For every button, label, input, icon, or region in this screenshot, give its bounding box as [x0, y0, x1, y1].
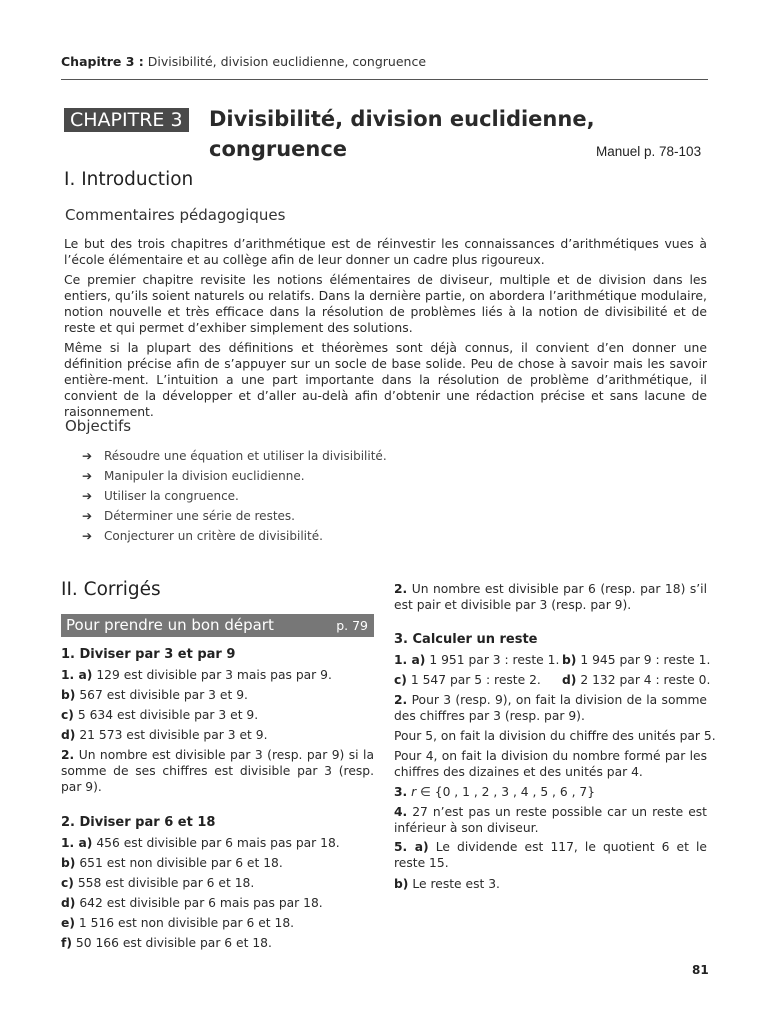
answer-label: c) [61, 708, 74, 722]
answer-line [61, 935, 272, 951]
answer-line [61, 835, 340, 851]
answer-paragraph [61, 747, 374, 795]
exercise-1-title: 1. Diviser par 3 et par 9 [61, 647, 236, 662]
answer-text: ∈ {0 , 1 , 2 , 3 , 4 , 5 , 6 , 7} [416, 785, 596, 799]
answer-text: 21 573 est divisible par 3 et 9. [79, 728, 268, 742]
answer-text: 1 945 par 9 : reste 1. [580, 653, 711, 667]
answer-text: 1 516 est non divisible par 6 et 18. [78, 916, 295, 930]
objective-item [82, 466, 387, 486]
answer-label: 1. a) [61, 668, 93, 682]
arrow-right-icon: ➔ [82, 529, 93, 543]
section-bar-page: p. 79 [336, 618, 368, 633]
answer-text: 129 est divisible par 3 mais pas par 9. [96, 668, 332, 682]
answer-label: b) [394, 877, 409, 891]
chapter-title [209, 104, 595, 164]
answer-label: f) [61, 936, 72, 950]
answer-label: c) [61, 876, 74, 890]
comments-heading: Commentaires pédagogiques [65, 206, 286, 224]
running-header [61, 54, 426, 69]
answer-line [61, 915, 294, 931]
answer-text: 1 547 par 5 : reste 2. [410, 673, 541, 687]
answer-paragraph [394, 581, 707, 613]
page-number: 81 [692, 963, 709, 977]
answer-text: 558 est divisible par 6 et 18. [77, 876, 255, 890]
answer-label: 1. a) [394, 653, 426, 667]
answer-text: 567 est divisible par 3 et 9. [79, 688, 248, 702]
answer-text: Un nombre est divisible par 3 (resp. par 9) si la somme de ses chiffres est divisible par 3 (resp. par 9). [61, 748, 374, 794]
answer-label: c) [394, 673, 407, 687]
answer-text: 27 n’est pas un reste possible car un reste est inférieur à son diviseur. [394, 805, 707, 835]
answer-text: 651 est non divisible par 6 et 18. [79, 856, 283, 870]
objective-text: Manipuler la division euclidienne. [104, 469, 305, 483]
answer-line [61, 687, 248, 703]
arrow-right-icon: ➔ [82, 489, 93, 503]
arrow-right-icon: ➔ [82, 469, 93, 483]
answer-text: 1 951 par 3 : reste 1. [429, 653, 560, 667]
objective-text: Résoudre une équation et utiliser la divisibilité. [104, 449, 387, 463]
answer-paragraph [394, 692, 707, 724]
answer-line [61, 855, 283, 871]
exercise-3-title: 3. Calculer un reste [394, 632, 538, 647]
answer-line [61, 875, 254, 891]
arrow-right-icon: ➔ [82, 509, 93, 523]
answer-line [394, 652, 559, 668]
answer-text: Pour 3 (resp. 9), on fait la division de la somme des chiffres par 3 (resp. par 9). [394, 693, 707, 723]
answer-label: 2. [61, 748, 75, 762]
chapter-title-line1: Divisibilité, division euclidienne, [209, 107, 595, 131]
answer-line [61, 895, 323, 911]
answer-label: d) [61, 728, 76, 742]
answer-line [394, 672, 541, 688]
exercise-2-title: 2. Diviser par 6 et 18 [61, 815, 216, 830]
arrow-right-icon: ➔ [82, 449, 93, 463]
answer-label: b) [61, 856, 76, 870]
intro-paragraph-1: Le but des trois chapitres d’arithmétique est de réinvestir les connaissances d’arithmétiques vues à l’école élémentaire et au collège afin de leur donner un cadre plus rigoureux. [64, 236, 707, 267]
section-bar [61, 614, 374, 637]
answer-label: 2. [394, 693, 408, 707]
answer-line: Pour 5, on fait la division du chiffre des unités par 5. [394, 729, 716, 743]
answer-line [394, 876, 500, 892]
answer-variable: r [411, 785, 417, 799]
objective-text: Déterminer une série de restes. [104, 509, 295, 523]
chapter-title-line2: congruence [209, 137, 348, 161]
answer-line [61, 707, 258, 723]
objectives-heading: Objectifs [65, 417, 132, 435]
answer-label: 4. [394, 805, 408, 819]
answer-label: d) [61, 896, 76, 910]
answer-paragraph [394, 839, 707, 871]
answer-line [61, 667, 332, 683]
answer-line [562, 652, 710, 668]
answer-text: 5 634 est divisible par 3 et 9. [77, 708, 259, 722]
answer-label: b) [61, 688, 76, 702]
answer-label: e) [61, 916, 75, 930]
running-header-subject: Divisibilité, division euclidienne, congruence [147, 54, 427, 69]
section-bar-title: Pour prendre un bon départ [66, 616, 274, 634]
answer-label: 1. a) [61, 836, 93, 850]
objective-item [82, 446, 387, 466]
header-rule [61, 79, 708, 80]
answer-text: 456 est divisible par 6 mais pas par 18. [96, 836, 340, 850]
objectives-list [82, 446, 387, 546]
answer-label: 3. [394, 785, 408, 799]
answer-text: Un nombre est divisible par 6 (resp. par 18) s’il est pair et divisible par 3 (resp. par 9). [394, 582, 707, 612]
intro-paragraph-3: Même si la plupart des définitions et théorèmes sont déjà connus, il convient d’en donner une définition précise afin de s’appuyer sur un socle de base solide. Peu de chose à savoir mais les savoir entière-ment. L’intuition a une part importante dans la résolution de problème d’arithmétique, il convient de la développer et d’aller au-delà afin d’obtenir une rédaction précise et sans lacune de raisonnement. [64, 340, 707, 419]
chapter-number-box: CHAPITRE 3 [64, 108, 189, 132]
manuel-reference: Manuel p. 78-103 [596, 144, 702, 159]
answer-text: 642 est divisible par 6 mais pas par 18. [79, 896, 323, 910]
corriges-heading: II. Corrigés [61, 579, 161, 600]
answer-line [61, 727, 268, 743]
answer-label: 5. a) [394, 840, 429, 854]
objective-item [82, 526, 387, 546]
answer-paragraph [394, 804, 707, 836]
answer-line [394, 784, 595, 800]
objective-item [82, 486, 387, 506]
objective-text: Utiliser la congruence. [104, 489, 239, 503]
objective-item [82, 506, 387, 526]
answer-text: Le dividende est 117, le quotient 6 et le reste 15. [394, 840, 707, 870]
answer-text: 50 166 est divisible par 6 et 18. [75, 936, 272, 950]
answer-text: Le reste est 3. [412, 877, 500, 891]
intro-paragraph-2: Ce premier chapitre revisite les notions élémentaires de diviseur, multiple et de division dans les entiers, qu’ils soient naturels ou relatifs. Dans la dernière partie, on abordera l’arithmétique modulaire, notion nouvelle et très efficace dans la résolution de problèmes liés à la notion de divisibilité et de reste et qui permet d’exhiber simplement des solutions. [64, 272, 707, 335]
running-header-chapter: Chapitre 3 : [61, 54, 144, 69]
objective-text: Conjecturer un critère de divisibilité. [104, 529, 323, 543]
answer-text: 2 132 par 4 : reste 0. [580, 673, 711, 687]
answer-label: 2. [394, 582, 408, 596]
answer-paragraph: Pour 4, on fait la division du nombre formé par les chiffres des dizaines et des unités par 4. [394, 749, 707, 779]
introduction-heading: I. Introduction [64, 169, 194, 190]
answer-label: b) [562, 653, 577, 667]
answer-label: d) [562, 673, 577, 687]
answer-line [562, 672, 710, 688]
